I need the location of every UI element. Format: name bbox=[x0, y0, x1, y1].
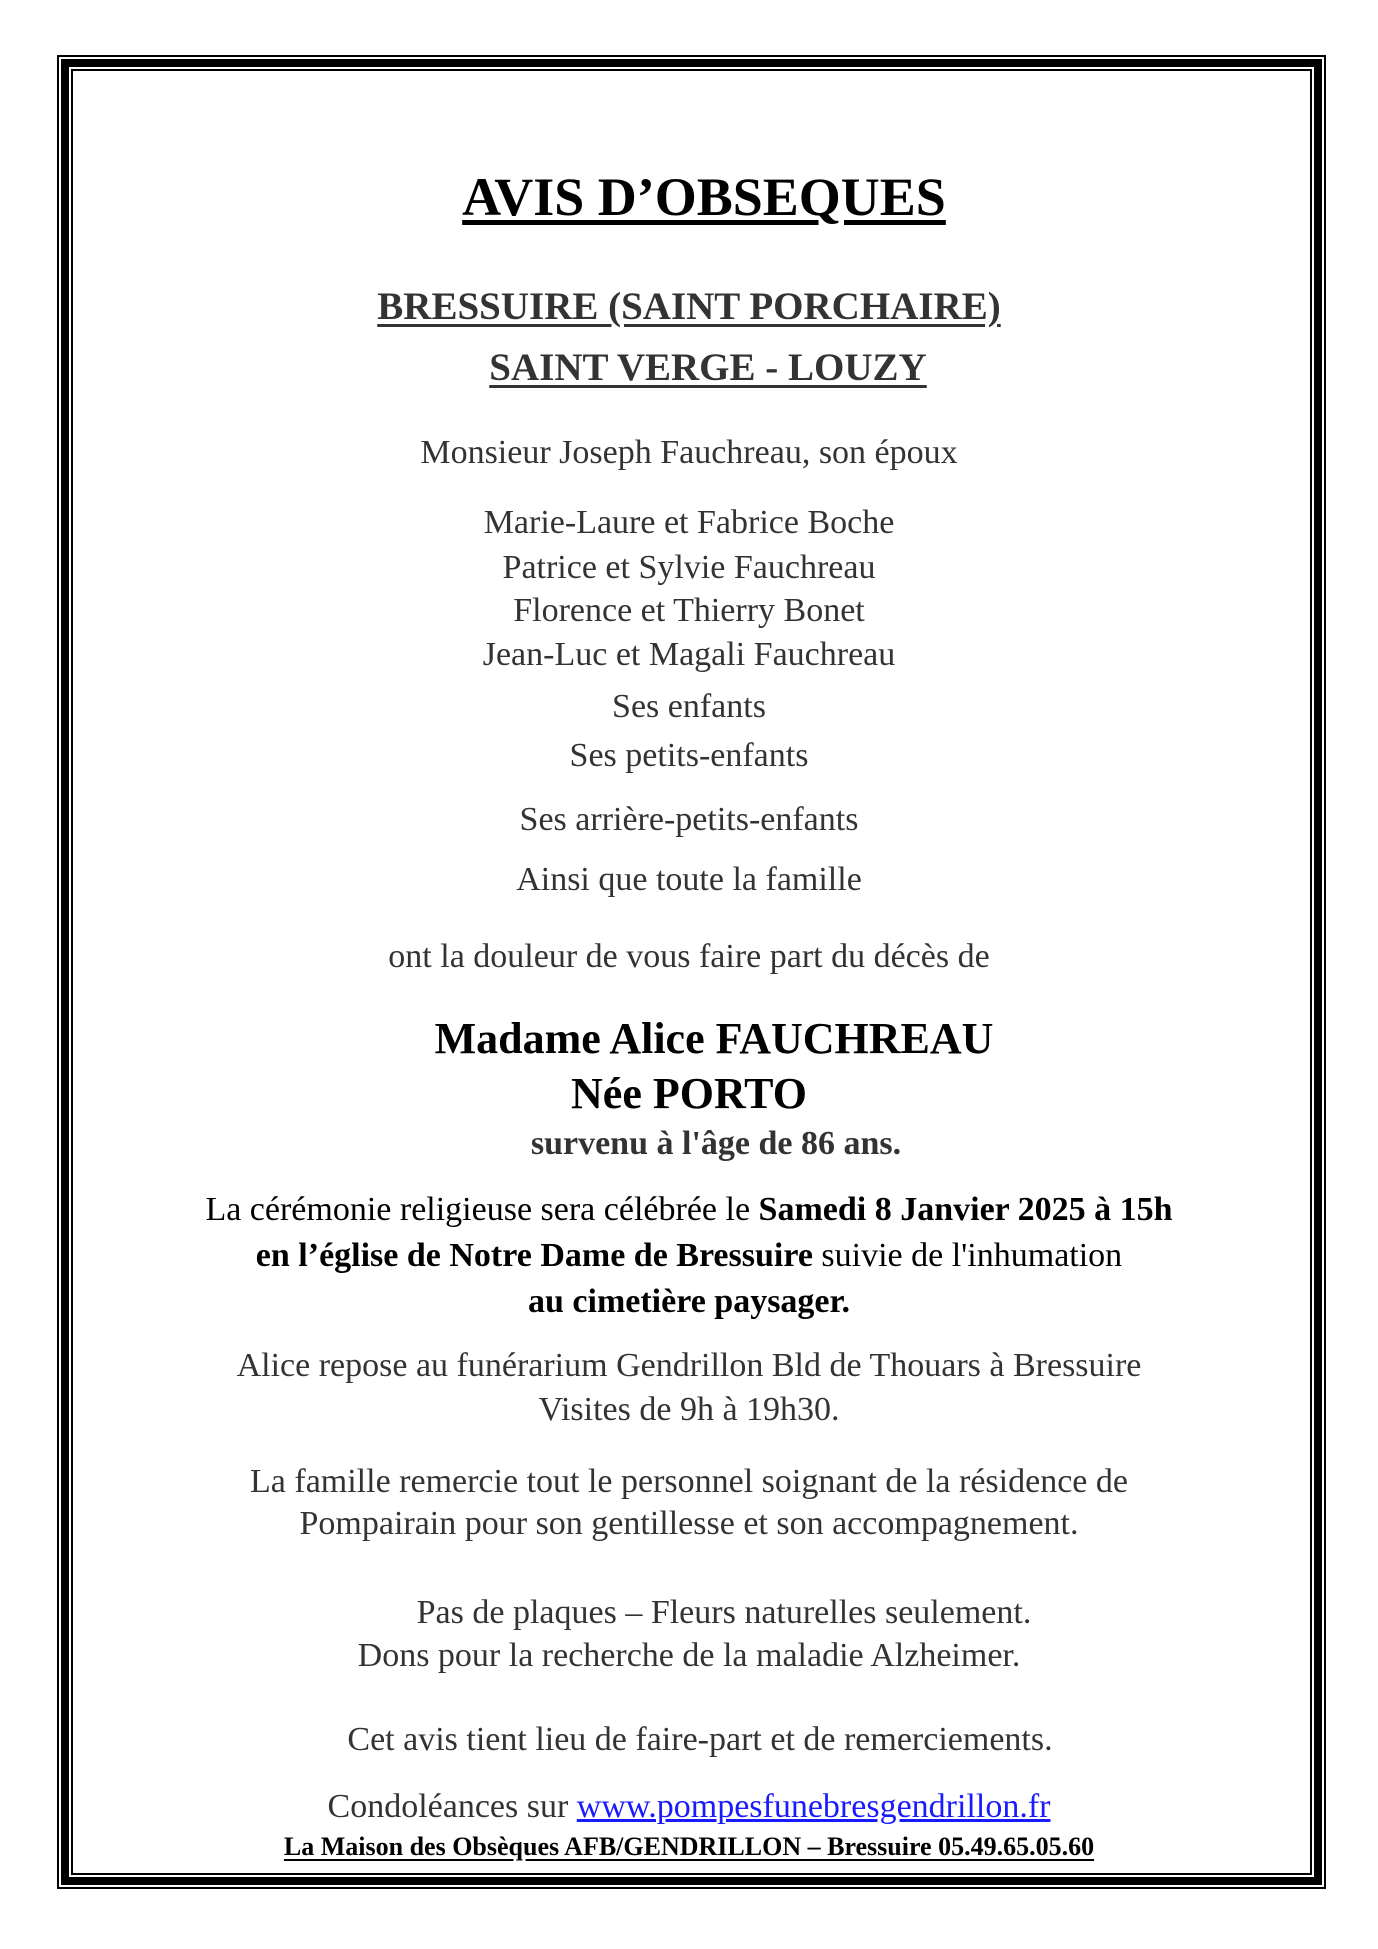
family-line: Ses enfants bbox=[612, 688, 766, 725]
ceremony-text: suivie de l'inhumation bbox=[812, 1237, 1123, 1274]
location-1: BRESSUIRE (SAINT PORCHAIRE) bbox=[377, 285, 1001, 328]
condolences-link[interactable]: www.pompesfunebresgendrillon.fr bbox=[576, 1788, 1051, 1825]
condolences-line bbox=[0, 1790, 1378, 1824]
location-2: SAINT VERGE - LOUZY bbox=[489, 346, 927, 389]
thanks-line: La famille remercie tout le personnel soignant de la résidence de bbox=[250, 1463, 1128, 1500]
family-line: Ainsi que toute la famille bbox=[516, 861, 862, 898]
spouse: Monsieur Joseph Fauchreau, son époux bbox=[420, 434, 958, 471]
footer-contact: La Maison des Obsèques AFB/GENDRILLON – Bressuire 05.49.65.05.60 bbox=[283, 1832, 1095, 1861]
notice-line: Cet avis tient lieu de faire-part et de remerciements. bbox=[347, 1721, 1053, 1758]
family-line: Ses petits-enfants bbox=[569, 737, 809, 774]
ceremony-text: La cérémonie religieuse sera célébrée le bbox=[205, 1191, 759, 1228]
child-name: Marie-Laure et Fabrice Boche bbox=[483, 504, 895, 541]
ceremony-line-2 bbox=[0, 1239, 1378, 1273]
thanks-line: Pompairain pour son gentillesse et son accompagnement. bbox=[299, 1505, 1079, 1542]
deceased-maiden-name: Née PORTO bbox=[571, 1069, 807, 1118]
ceremony-place: en l’église de Notre Dame de Bressuire bbox=[255, 1237, 813, 1274]
deceased-age: survenu à l'âge de 86 ans. bbox=[530, 1125, 902, 1162]
ceremony-date: Samedi 8 Janvier 2025 à 15h bbox=[758, 1191, 1173, 1228]
child-name: Jean-Luc et Magali Fauchreau bbox=[482, 636, 896, 673]
repose-line: Alice repose au funérarium Gendrillon Bld de Thouars à Bressuire bbox=[236, 1347, 1142, 1384]
visits-line: Visites de 9h à 19h30. bbox=[538, 1391, 840, 1428]
deceased-name: Madame Alice FAUCHREAU bbox=[434, 1014, 994, 1063]
donations-line: Dons pour la recherche de la maladie Alzheimer. bbox=[357, 1637, 1021, 1674]
page-title: AVIS D’OBSEQUES bbox=[462, 167, 946, 227]
burial-place: au cimetière paysager. bbox=[528, 1283, 850, 1320]
child-name: Florence et Thierry Bonet bbox=[513, 592, 865, 629]
ceremony-line-1 bbox=[0, 1193, 1378, 1227]
announcement: ont la douleur de vous faire part du décès de bbox=[388, 938, 990, 975]
flowers-line: Pas de plaques – Fleurs naturelles seulement. bbox=[416, 1594, 1032, 1631]
child-name: Patrice et Sylvie Fauchreau bbox=[502, 549, 876, 586]
condolences-label: Condoléances sur bbox=[327, 1788, 577, 1825]
family-line: Ses arrière-petits-enfants bbox=[519, 801, 859, 838]
